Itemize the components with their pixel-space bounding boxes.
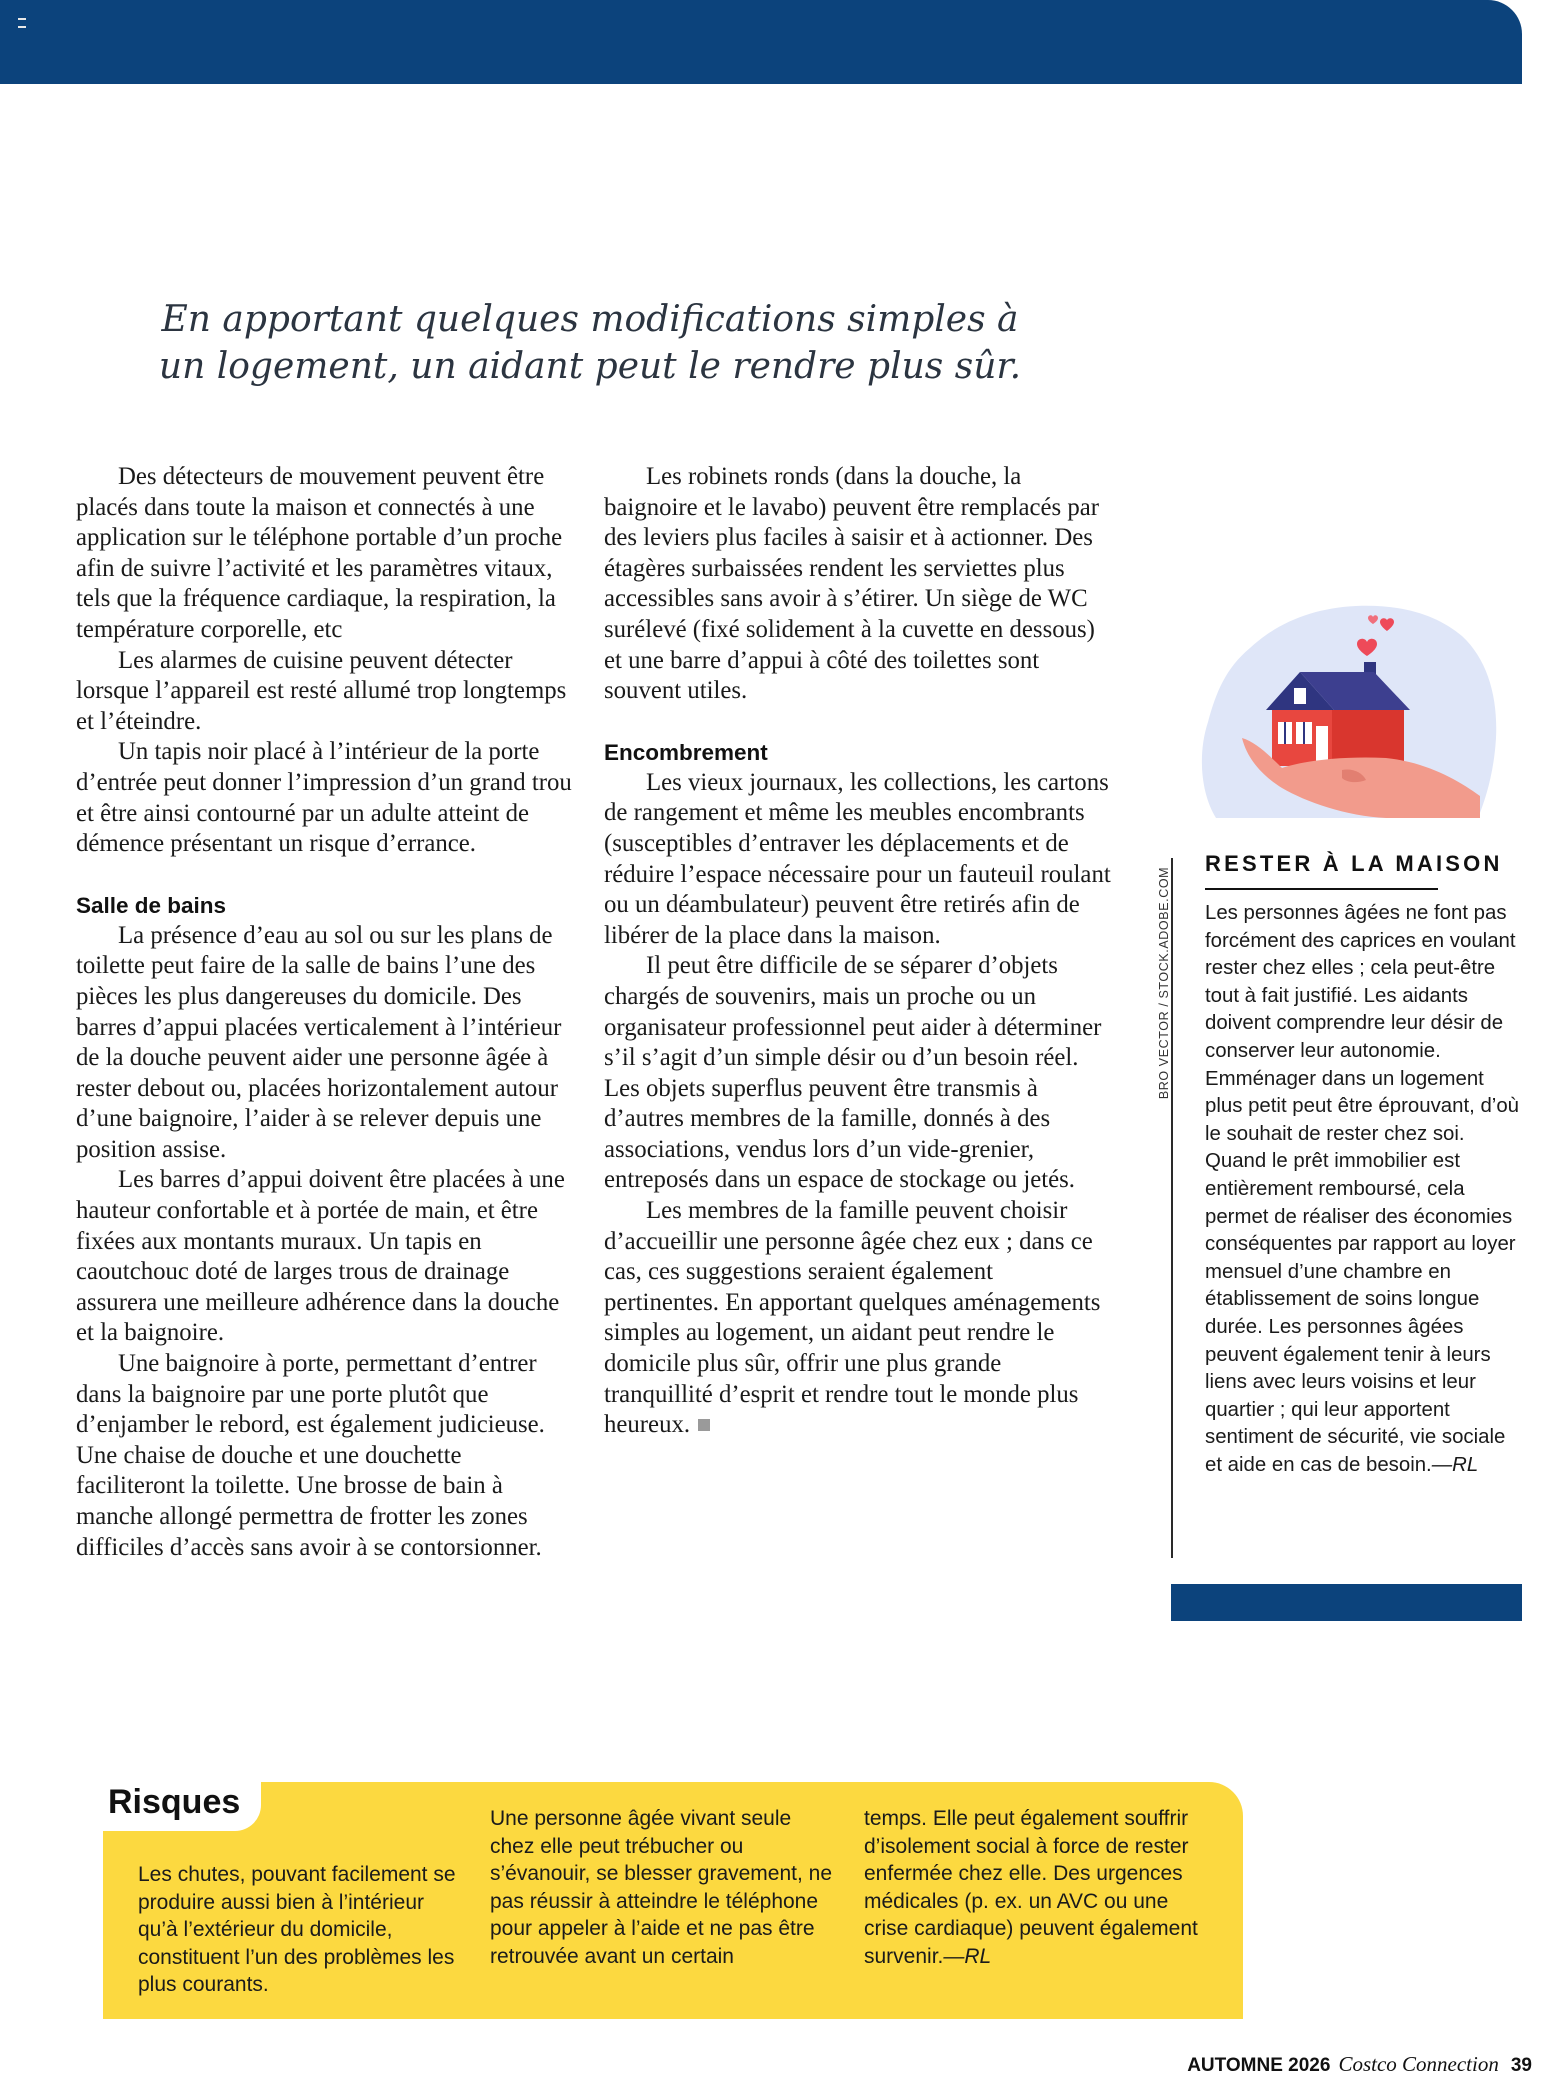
- sidebar-title-underline: [1205, 888, 1438, 890]
- pull-quote: En apportant quelques modifications simples à un logement, un aidant peut le rendre plus sûr.: [158, 299, 1022, 387]
- sidebar-rule: [1171, 858, 1173, 1558]
- signature: —RL: [943, 1944, 992, 1968]
- paragraph: Les vieux journaux, les collections, les cartons de rangement et même les meubles encombrants (susceptibles d’entraver les déplacements et de réduire l’espace nécessaire pour un fauteuil roulant ou un déambulateur) peuvent être retirés afin de libérer de la place dans la maison.: [604, 768, 1111, 949]
- paragraph-last: [604, 1196, 1114, 1441]
- paragraph-text: Les membres de la famille peuvent choisir d’accueillir une personne âgée chez eux ; dans ce cas, ces suggestions seraient également pertinentes. En apportant quelques aménagements simples au logement, un aidant peut rendre le domicile plus sûr, offrir une plus grande tranquillité d’esprit et rendre tout le monde plus heureux.: [604, 1197, 1101, 1439]
- risks-title: Risques: [108, 1783, 241, 1821]
- paragraph: Les barres d’appui doivent être placées à une hauteur confortable et à portée de main, et être fixées aux montants muraux. Un tapis en caoutchouc doté de larges trous de drainage assurera une meilleure adhérence dans la douche et la baignoire.: [76, 1166, 565, 1347]
- page-footer: [1187, 2052, 1532, 2079]
- window: [1294, 688, 1306, 704]
- risks-column-2: Une personne âgée vivant seule chez elle peut trébucher ou s’évanouir, se blesser gravement, ne pas réussir à atteindre le téléphone pour appeler à l’aide et ne pas être retrouvée avant un certain: [490, 1807, 833, 1968]
- section-heading-clutter: Encombrement: [604, 739, 768, 765]
- paragraph: Les alarmes de cuisine peuvent détecter lorsque l’appareil est resté allumé trop longtemps et l’éteindre.: [76, 646, 567, 735]
- article-column-2: [604, 462, 1114, 1441]
- page-number: 39: [1510, 2055, 1532, 2076]
- risks-column-3: temps. Elle peut également souffrir d’isolement social à force de rester enfermée chez elle. Des urgences médicales (p. ex. un AVC ou une crise cardiaque) peuvent également survenir.—RL: [864, 1807, 1198, 1968]
- paragraph: Il peut être difficile de se séparer d’objets chargés de souvenirs, mais un proche ou un organisateur professionnel peut aider à déterminer s’il s’agit d’un simple désir ou d’un besoin réel. Les objets superflus peuvent être transmis à d’autres membres de la famille, donnés à des associations, vendus lors d’un vide-grenier, entreposés dans un espace de stockage ou jetés.: [604, 952, 1102, 1194]
- sidebar-title: RESTER À LA MAISON: [1205, 851, 1503, 876]
- footer-season: AUTOMNE 2026: [1187, 2055, 1331, 2076]
- sidebar-bottom-bar: [1171, 1584, 1522, 1621]
- sidebar-body: Les personnes âgées ne font pas forcément des caprices en voulant rester chez elles ; cela peut-être tout à fait justifié. Les aidants doivent comprendre leur désir de conserver leur autonomie. Emménager dans un logement plus petit peut être éprouvant, d’où le souhait de rester chez soi. Quand le prêt immobilier est entièrement remboursé, cela permet de réaliser des économies conséquentes par rapport au loyer mensuel d’une chambre en établissement de soins longue durée. Les personnes âgées peuvent également tenir à leurs liens avec leurs voisins et leur quartier ; qui leur apportent sentiment de sécurité, vie sociale et aide en cas de besoin.—RL: [1205, 902, 1520, 1476]
- paragraph: Un tapis noir placé à l’intérieur de la porte d’entrée peut donner l’impression d’un grand trou et être ainsi contourné par un adulte atteint de démence présentant un risque d’errance.: [76, 738, 572, 858]
- menu-icon: [18, 18, 26, 28]
- end-square-icon: [698, 1419, 710, 1431]
- risks-column-1: Les chutes, pouvant facilement se produire aussi bien à l’intérieur qu’à l’extérieur du domicile, constituent l’un des problèmes les plus courants.: [138, 1863, 456, 1996]
- section-heading-bath: Salle de bains: [76, 892, 227, 918]
- top-banner: [0, 0, 1522, 84]
- paragraph: Des détecteurs de mouvement peuvent être placés dans toute la maison et connectés à une application sur le téléphone portable d’un proche afin de suivre l’activité et les paramètres vitaux, tels que la fréquence cardiaque, la respiration, la température corporelle, etc: [76, 463, 563, 643]
- house-in-hand-illustration: [1196, 592, 1498, 818]
- photo-credit: BRO VECTOR / STOCK.ADOBE.COM: [1157, 866, 1171, 1099]
- paragraph: Les robinets ronds (dans la douche, la baignoire et le lavabo) peuvent être remplacés par des leviers plus faciles à saisir et à actionner. Des étagères surbaissées rendent les serviettes plus accessibles sans avoir à s’étirer. Un siège de WC surélevé (fixé solidement à la cuvette en dessous) et une barre d’appui à côté des toilettes sont souvent utiles.: [604, 463, 1100, 705]
- footer-magazine: Costco Connection: [1338, 2052, 1499, 2076]
- paragraph: La présence d’eau au sol ou sur les plans de toilette peut faire de la salle de bains l’une des pièces les plus dangereuses du domicile. Des barres d’appui placées verticalement à l’intérieur de la douche peuvent aider une personne âgée à rester debout ou, placées horizontalement autour d’une baignoire, l’aider à se relever depuis une position assise.: [76, 921, 562, 1163]
- signature: —RL: [1431, 1453, 1479, 1476]
- article-column-1: [76, 462, 576, 1563]
- paragraph: Une baignoire à porte, permettant d’entrer dans la baignoire par une porte plutôt que d’enjamber le rebord, est également judicieuse. Une chaise de douche et une douchette faciliteront la toilette. Une brosse de bain à manche allongé permettra de frotter les zones difficiles d’accès sans avoir à se contorsionner.: [76, 1350, 545, 1561]
